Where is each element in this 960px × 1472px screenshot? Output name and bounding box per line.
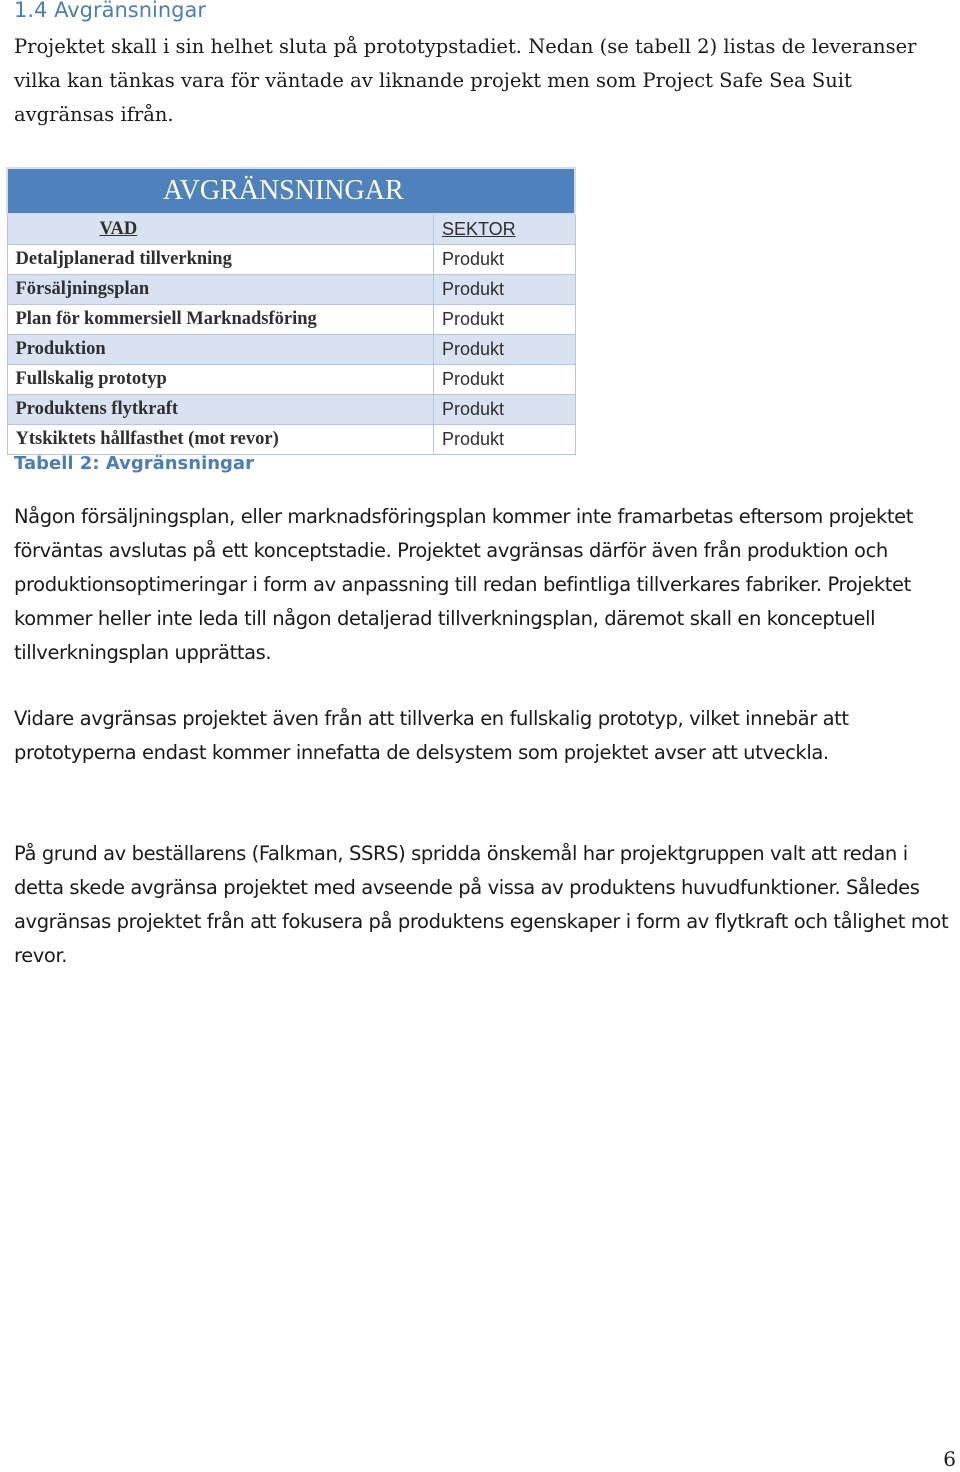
table-row (7, 365, 575, 395)
header-sector: SEKTOR (433, 214, 575, 245)
table-row (7, 275, 575, 305)
row-what: Ytskiktets hållfasthet (mot revor) (7, 425, 433, 455)
row-sector: Produkt (433, 305, 575, 335)
table-row (7, 395, 575, 425)
body-paragraph: På grund av beställarens (Falkman, SSRS) spridda önskemål har projektgruppen valt att redan i detta skede avgränsa projektet med avseende på vissa av produktens huvudfunktioner. Således avgränsas projektet från att fokusera på produktens egenskaper i form av flytkraft och tålighet mot revor. (14, 842, 949, 967)
section-heading: 1.4 Avgränsningar (14, 0, 207, 22)
row-what: Detaljplanerad tillverkning (7, 245, 433, 275)
row-what: Produktens flytkraft (7, 395, 433, 425)
row-sector: Produkt (433, 365, 575, 395)
row-sector: Produkt (433, 245, 575, 275)
header-what: VAD (7, 214, 433, 245)
body-paragraph: Någon försäljningsplan, eller marknadsföringsplan kommer inte framarbetas eftersom projektet förväntas avslutas på ett konceptstadie. Projektet avgränsas därför även från produktion och produktionsoptimeringar i form av anpassning till redan befintliga tillverkares fabriker. Projektet kommer heller inte leda till någon detaljerad tillverkningsplan, däremot skall en konceptuell tillverkningsplan upprättas. (14, 505, 913, 664)
table-row (7, 335, 575, 365)
table-header-row (7, 214, 575, 245)
row-sector: Produkt (433, 275, 575, 305)
row-sector: Produkt (433, 425, 575, 455)
body-paragraph: Vidare avgränsas projektet även från att tillverka en fullskalig prototyp, vilket innebär att prototyperna endast kommer innefatta de delsystem som projektet avser att utveckla. (14, 707, 849, 764)
row-what: Produktion (7, 335, 433, 365)
table-title: AVGRÄNSNINGAR (7, 168, 575, 214)
table-row (7, 245, 575, 275)
table-caption: Tabell 2: Avgränsningar (14, 453, 254, 474)
row-sector: Produkt (433, 335, 575, 365)
intro-paragraph: Projektet skall i sin helhet sluta på prototypstadiet. Nedan (se tabell 2) listas de leveranser vilka kan tänkas vara för väntade av liknande projekt men som Project Safe Sea Suit avgränsas ifrån. (14, 35, 917, 126)
table-row (7, 305, 575, 335)
delimitations-table (6, 167, 576, 455)
page-number: 6 (943, 1447, 956, 1471)
row-what: Plan för kommersiell Marknadsföring (7, 305, 433, 335)
row-what: Fullskalig prototyp (7, 365, 433, 395)
row-what: Försäljningsplan (7, 275, 433, 305)
row-sector: Produkt (433, 395, 575, 425)
table-row (7, 425, 575, 455)
